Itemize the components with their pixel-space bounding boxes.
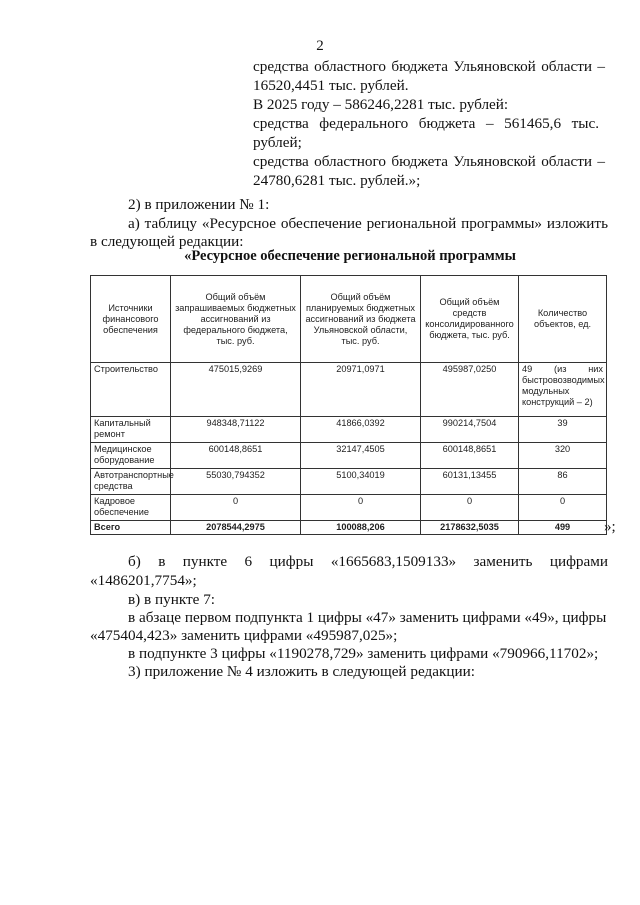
item-b-word: б)	[128, 553, 141, 570]
item-b-word: в	[158, 553, 166, 570]
table-row	[91, 443, 607, 469]
row-name: Автотранспортные средства	[91, 469, 171, 495]
item-2a-line-2: в следующей редакции:	[90, 233, 244, 250]
item-c1-line-1: в абзаце первом подпункта 1 цифры «47» заменить цифрами «49», цифры	[128, 609, 607, 626]
item-b-line-2: «1486201,7754»;	[90, 572, 197, 589]
row-federal: 600148,8651	[171, 443, 301, 469]
header-regional: Общий объём планируемых бюджетных ассигнований из бюджета Ульяновской области, тыс. руб.	[301, 276, 421, 363]
page-number: 2	[316, 38, 324, 54]
item-b-word: пункте	[182, 553, 228, 570]
item-2-line: 2) в приложении № 1:	[128, 196, 270, 213]
header-sources: Источники финансового обеспечения	[91, 276, 171, 363]
intro-line-4: средства федерального бюджета – 561465,6 тыс.	[253, 115, 599, 132]
item-2a-line-1: а) таблицу «Ресурсное обеспечение региональной программы» изложить	[128, 215, 608, 232]
row-federal: 55030,794352	[171, 469, 301, 495]
row-quantity: 320	[519, 443, 607, 469]
item-3-line: 3) приложение № 4 изложить в следующей редакции:	[128, 663, 475, 680]
row-regional: 20971,0971	[301, 363, 421, 417]
total-consolidated: 2178632,5035	[421, 521, 519, 535]
row-federal: 948348,71122	[171, 417, 301, 443]
row-federal: 475015,9269	[171, 363, 301, 417]
item-c-line: в) в пункте 7:	[128, 591, 216, 608]
row-consolidated: 990214,7504	[421, 417, 519, 443]
table-title: «Ресурсное обеспечение региональной программы	[184, 248, 516, 264]
header-consolidated: Общий объём средств консолидированного бюджета, тыс. руб.	[421, 276, 519, 363]
row-regional: 0	[301, 495, 421, 521]
item-c1-line-2: «475404,423» заменить цифрами «495987,025»;	[90, 627, 398, 644]
header-federal: Общий объём запрашиваемых бюджетных ассигнований из федерального бюджета, тыс. руб.	[171, 276, 301, 363]
intro-line-2: 16520,4451 тыс. рублей.	[253, 77, 409, 94]
row-regional: 41866,0392	[301, 417, 421, 443]
row-consolidated: 600148,8651	[421, 443, 519, 469]
row-consolidated: 495987,0250	[421, 363, 519, 417]
table-row	[91, 495, 607, 521]
table-row	[91, 469, 607, 495]
total-federal: 2078544,2975	[171, 521, 301, 535]
row-quantity: 0	[519, 495, 607, 521]
row-quantity: 39	[519, 417, 607, 443]
total-quantity: 499	[519, 521, 607, 535]
intro-line-6: средства областного бюджета Ульяновской области –	[253, 153, 605, 170]
header-quantity: Количество объектов, ед.	[519, 276, 607, 363]
row-federal: 0	[171, 495, 301, 521]
item-c2-line: в подпункте 3 цифры «1190278,729» заменить цифрами «790966,11702»;	[128, 645, 599, 662]
row-regional: 5100,34019	[301, 469, 421, 495]
item-b-word: заменить	[473, 553, 533, 570]
total-regional: 100088,206	[301, 521, 421, 535]
row-quantity: 49 (из них быстровозводимых модульных конструкций – 2)	[522, 364, 605, 407]
row-consolidated: 60131,13455	[421, 469, 519, 495]
item-b-word: «1665683,1509133»	[330, 553, 457, 570]
row-name: Капитальный ремонт	[91, 417, 171, 443]
row-name: Кадровое обеспечение	[91, 495, 171, 521]
item-b-word: цифрами	[549, 553, 608, 570]
row-consolidated: 0	[421, 495, 519, 521]
item-b-word: цифры	[269, 553, 314, 570]
intro-line-5: рублей;	[253, 134, 302, 151]
intro-line-7: 24780,6281 тыс. рублей.»;	[253, 172, 421, 189]
table-header-row	[91, 276, 607, 363]
resource-table	[90, 275, 607, 535]
table-closing-quote: »;	[604, 519, 616, 535]
table-row	[91, 363, 607, 417]
row-regional: 32147,4505	[301, 443, 421, 469]
row-name: Медицинское оборудование	[91, 443, 171, 469]
row-quantity: 86	[519, 469, 607, 495]
intro-line-3: В 2025 году – 586246,2281 тыс. рублей:	[253, 96, 509, 113]
total-name: Всего	[91, 521, 171, 535]
item-b-word: 6	[244, 553, 253, 570]
item-b-line-1	[128, 553, 608, 571]
row-name: Строительство	[91, 363, 171, 417]
intro-line-1: средства областного бюджета Ульяновской области –	[253, 58, 605, 75]
table-total-row	[91, 521, 607, 535]
table-row	[91, 417, 607, 443]
